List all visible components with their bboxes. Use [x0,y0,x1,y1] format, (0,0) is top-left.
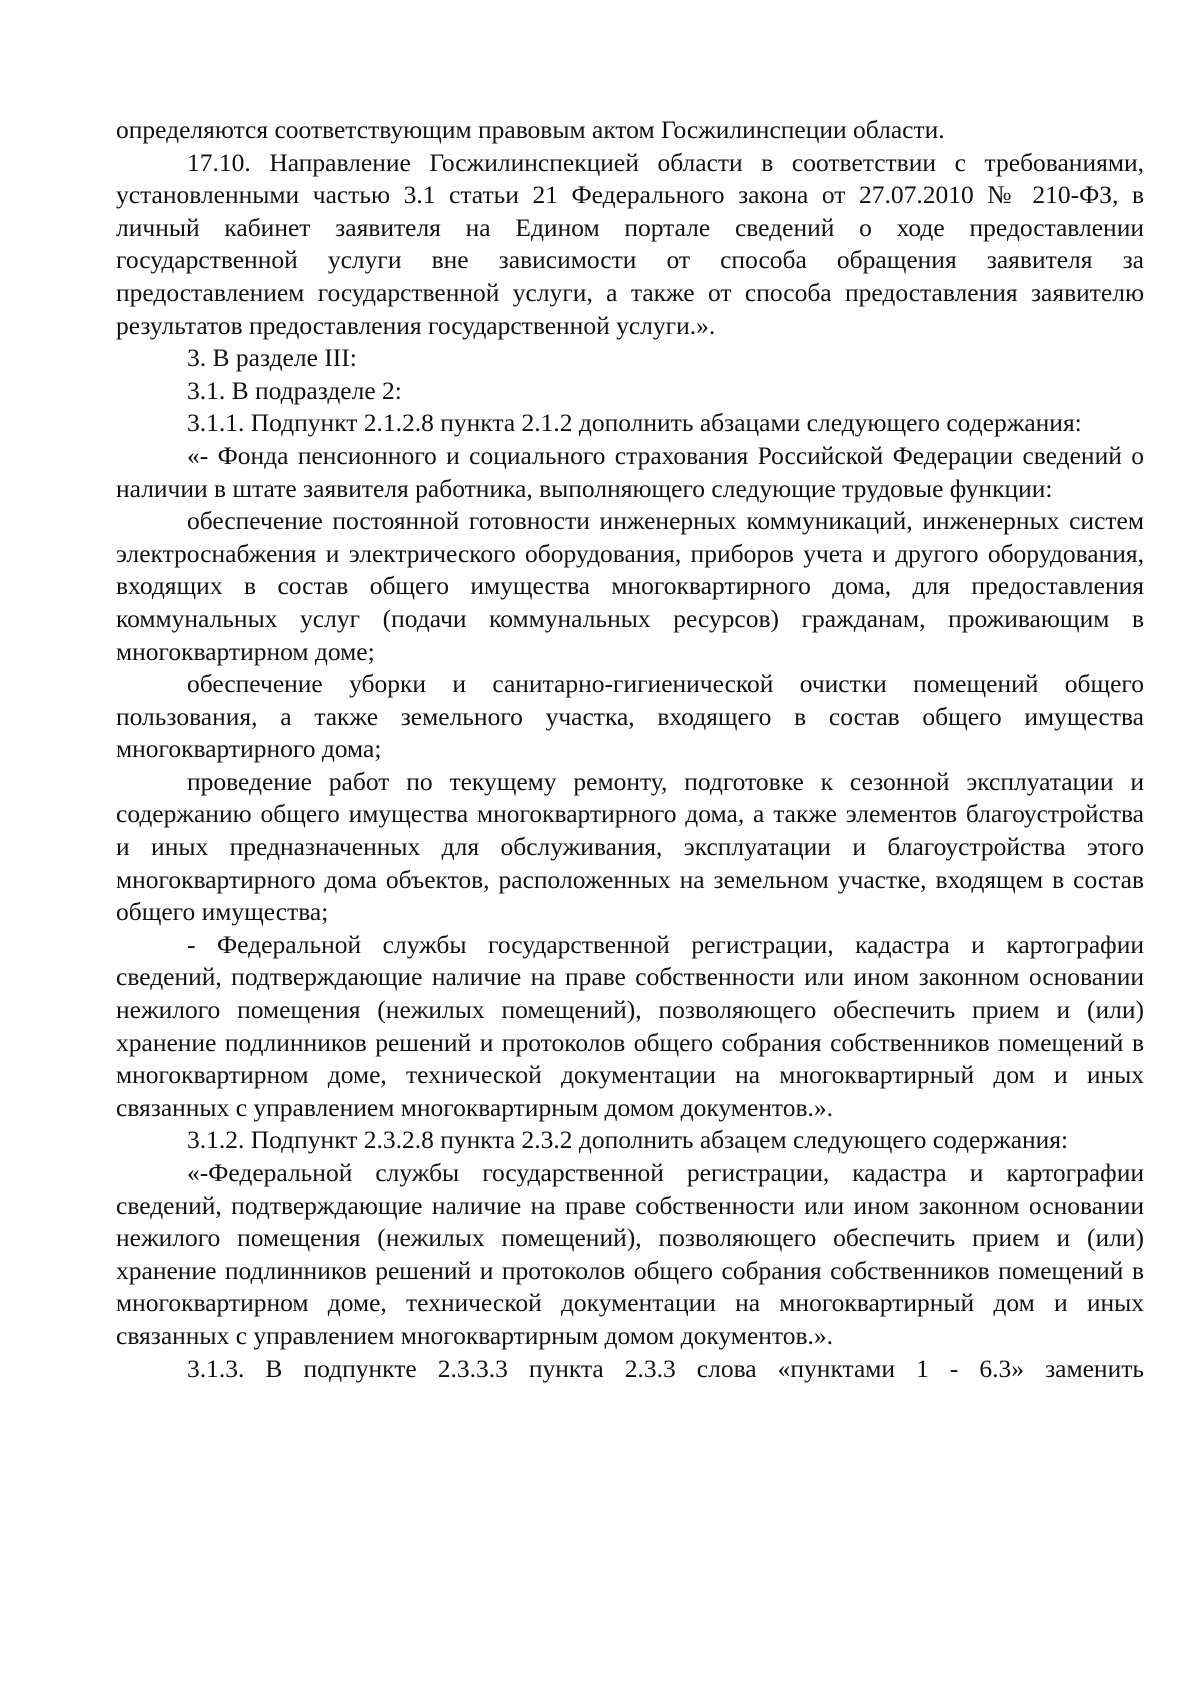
document-page [116,114,1144,1385]
paragraph-10: - Федеральной службы государственной регистрации, кадастра и картографии сведений, подтверждающие наличие на праве собственности или ином законном основании нежилого помещения (нежилых помещений), позволяющего обеспечить прием и (или) хранение подлинников решений и протоколов общего собрания собственников помещений в многоквартирном доме, технической документации на многоквартирный дом и иных связанных с управлением многоквартирным домом документов.». [116,929,1144,1122]
paragraph-8: обеспечение уборки и санитарно-гигиенической очистки помещений общего пользования, а также земельного участка, входящего в состав общего имущества многоквартирного дома; [116,669,1144,764]
paragraph-7: обеспечение постоянной готовности инженерных коммуникаций, инженерных систем электроснабжения и электрического оборудования, приборов учета и другого оборудования, входящих в состав общего имущества многоквартирного дома, для предоставления коммунальных услуг (подачи коммунальных ресурсов) гражданам, проживающим в многоквартирном доме; [116,506,1144,666]
paragraph-4: 3.1. В подразделе 2: [187,375,402,405]
paragraph-12: «-Федеральной службы государственной регистрации, кадастра и картографии сведений, подтверждающие наличие на праве собственности или ином законном основании нежилого помещения (нежилых помещений), позволяющего обеспечить прием и (или) хранение подлинников решений и протоколов общего собрания собственников помещений в многоквартирном доме, технической документации на многоквартирный дом и иных связанных с управлением многоквартирным домом документов.». [116,1158,1144,1350]
paragraph-2: 17.10. Направление Госжилинспекцией области в соответствии с требованиями, установленными частью 3.1 статьи 21 Федерального закона от 27.07.2010 № 210-ФЗ, в личный кабинет заявителя на Едином портале сведений о ходе предоставлении государственной услуги вне зависимости от способа обращения заявителя за предоставлением государственной услуги, а также от способа предоставления заявителю результатов предоставления государственной услуги.». [116,147,1144,340]
paragraph-13: 3.1.3. В подпункте 2.3.3.3 пункта 2.3.3 слова «пунктами 1 - 6.3» заменить [187,1353,1144,1383]
paragraph-6: «- Фонда пенсионного и социального страхования Российской Федерации сведений о наличии в штате заявителя работника, выполняющего следующие трудовые функции: [116,440,1144,503]
paragraph-11: 3.1.2. Подпункт 2.3.2.8 пункта 2.3.2 дополнить абзацем следующего содержания: [187,1125,1069,1155]
paragraph-5: 3.1.1. Подпункт 2.1.2.8 пункта 2.1.2 дополнить абзацами следующего содержания: [187,408,1082,438]
paragraph-9: проведение работ по текущему ремонту, подготовке к сезонной эксплуатации и содержанию общего имущества многоквартирного дома, а также элементов благоустройства и иных предназначенных для обслуживания, эксплуатации и благоустройства этого многоквартирного дома объектов, расположенных на земельном участке, входящем в состав общего имущества; [116,766,1144,927]
paragraph-1: определяются соответствующим правовым актом Госжилинспеции области. [116,115,945,144]
paragraph-3: 3. В разделе III: [187,343,357,373]
